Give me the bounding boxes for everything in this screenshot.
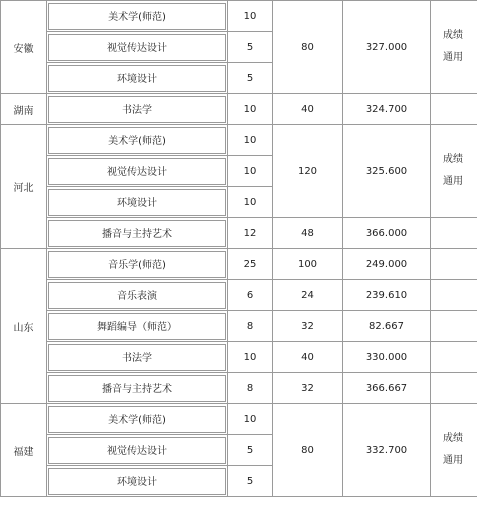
note-cell: 成绩 通用	[431, 404, 477, 497]
quota-cell: 80	[273, 1, 343, 94]
major-cell: 美术学(师范)	[47, 125, 228, 156]
count-cell: 10	[228, 404, 273, 435]
note-cell-empty	[431, 280, 477, 311]
score-cell: 327.000	[343, 1, 431, 94]
major-cell: 美术学(师范)	[47, 404, 228, 435]
table-row	[1, 404, 477, 435]
table-row	[1, 342, 477, 373]
major-cell: 视觉传达设计	[47, 435, 228, 466]
score-cell: 82.667	[343, 311, 431, 342]
count-cell: 5	[228, 63, 273, 94]
major-cell: 视觉传达设计	[47, 156, 228, 187]
quota-cell: 24	[273, 280, 343, 311]
score-cell: 366.667	[343, 373, 431, 404]
count-cell: 5	[228, 466, 273, 497]
score-cell: 332.700	[343, 404, 431, 497]
count-cell: 25	[228, 249, 273, 280]
major-cell: 音乐表演	[47, 280, 228, 311]
major-cell: 书法学	[47, 94, 228, 125]
note-cell-empty	[431, 218, 477, 249]
note-cell-empty	[431, 373, 477, 404]
score-cell: 324.700	[343, 94, 431, 125]
major-cell: 环境设计	[47, 63, 228, 94]
score-cell: 325.600	[343, 125, 431, 218]
note-cell-empty	[431, 342, 477, 373]
note-cell: 成绩 通用	[431, 1, 477, 94]
count-cell: 10	[228, 1, 273, 32]
count-cell: 10	[228, 342, 273, 373]
score-cell: 366.000	[343, 218, 431, 249]
note-cell: 成绩 通用	[431, 125, 477, 218]
count-cell: 10	[228, 187, 273, 218]
quota-cell: 120	[273, 125, 343, 218]
count-cell: 5	[228, 32, 273, 63]
major-cell: 环境设计	[47, 466, 228, 497]
count-cell: 12	[228, 218, 273, 249]
note-cell-empty	[431, 94, 477, 125]
province-cell: 安徽	[1, 1, 47, 94]
count-cell: 5	[228, 435, 273, 466]
table-row	[1, 373, 477, 404]
province-cell: 山东	[1, 249, 47, 404]
count-cell: 8	[228, 311, 273, 342]
score-cell: 249.000	[343, 249, 431, 280]
quota-cell: 80	[273, 404, 343, 497]
table-row	[1, 218, 477, 249]
quota-cell: 40	[273, 342, 343, 373]
note-cell-empty	[431, 249, 477, 280]
table-row	[1, 249, 477, 280]
quota-cell: 100	[273, 249, 343, 280]
province-cell: 福建	[1, 404, 47, 497]
quota-cell: 32	[273, 373, 343, 404]
count-cell: 10	[228, 125, 273, 156]
province-cell: 湖南	[1, 94, 47, 125]
quota-cell: 40	[273, 94, 343, 125]
major-cell: 播音与主持艺术	[47, 373, 228, 404]
table-row	[1, 311, 477, 342]
score-cell: 330.000	[343, 342, 431, 373]
major-cell: 播音与主持艺术	[47, 218, 228, 249]
count-cell: 8	[228, 373, 273, 404]
score-cell: 239.610	[343, 280, 431, 311]
major-cell: 视觉传达设计	[47, 32, 228, 63]
major-cell: 环境设计	[47, 187, 228, 218]
major-cell: 舞蹈编导（师范）	[47, 311, 228, 342]
table-row	[1, 94, 477, 125]
table-row	[1, 1, 477, 32]
count-cell: 10	[228, 156, 273, 187]
province-cell: 河北	[1, 125, 47, 249]
count-cell: 6	[228, 280, 273, 311]
table-row	[1, 280, 477, 311]
table-row	[1, 125, 477, 156]
major-cell: 美术学(师范)	[47, 1, 228, 32]
quota-cell: 48	[273, 218, 343, 249]
count-cell: 10	[228, 94, 273, 125]
major-cell: 音乐学(师范)	[47, 249, 228, 280]
note-cell-empty	[431, 311, 477, 342]
quota-cell: 32	[273, 311, 343, 342]
major-cell: 书法学	[47, 342, 228, 373]
